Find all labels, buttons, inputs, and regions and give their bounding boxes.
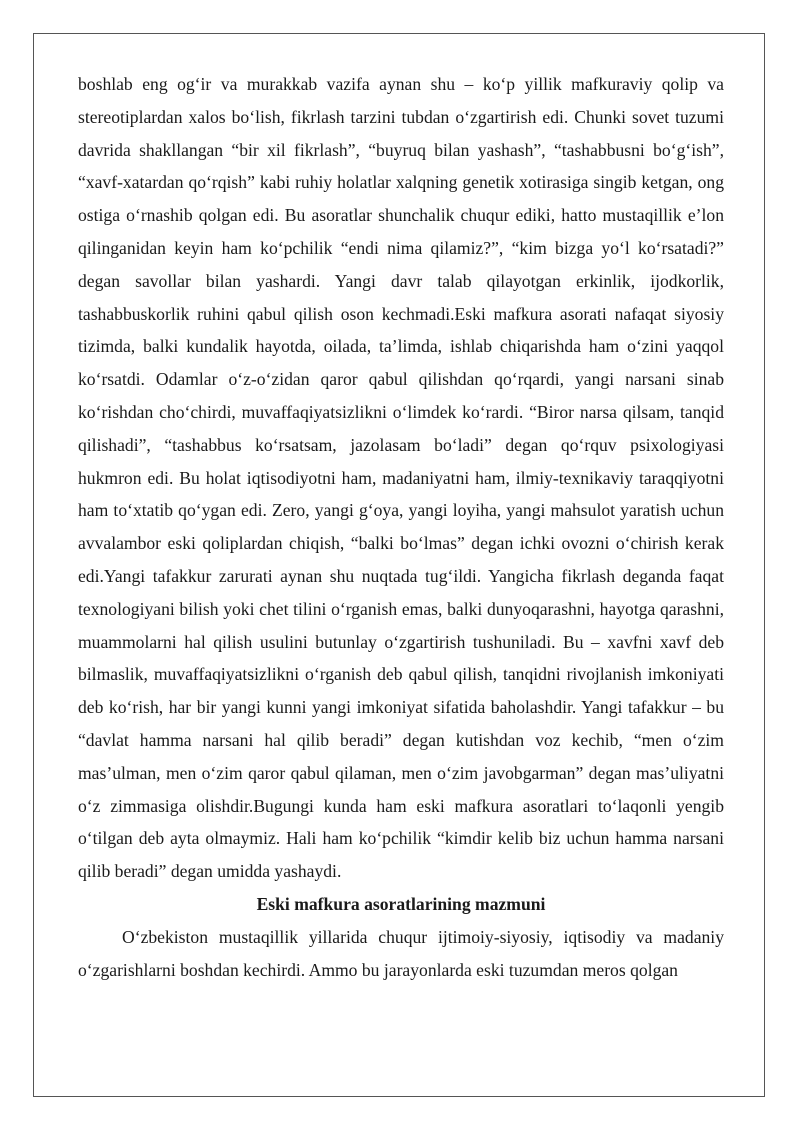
document-body — [78, 68, 724, 986]
section-heading: Eski mafkura asoratlarining mazmuni — [256, 893, 546, 914]
body-paragraph: boshlab eng og‘ir va murakkab vazifa aynan shu – ko‘p yillik mafkuraviy qolip va stereotiplardan xalos bo‘lish, fikrlash tarzini tubdan o‘zgartirish edi. Chunki sovet tuzumi davrida shakllangan “bir xil fikrlash”, “buyruq bilan yashash”, “tashabbusni bo‘g‘ish”, “xavf-xatardan qo‘rqish” kabi ruhiy holatlar xalqning genetik xotirasiga singib ketgan, ong ostiga o‘rnashib qolgan edi. Bu asoratlar shunchalik chuqur ediki, hatto mustaqillik e’lon qilinganidan keyin ham ko‘pchilik “endi nima qilamiz?”, “kim bizga yo‘l ko‘rsatadi?” degan savollar bilan yashardi. Yangi davr talab qilayotgan erkinlik, ijodkorlik, tashabbuskorlik ruhini qabul qilish oson kechmadi.Eski mafkura asorati nafaqat siyosiy tizimda, balki kundalik hayotda, oilada, ta’limda, ishlab chiqarishda ham o‘zini yaqqol ko‘rsatdi. Odamlar o‘z-o‘zidan qaror qabul qilishdan qo‘rqardi, yangi narsani sinab ko‘rishdan cho‘chirdi, muvaffaqiyatsizlikni o‘limdek ko‘rardi. “Biror narsa qilsam, tanqid qilishadi”, “tashabbus ko‘rsatsam, jazolasam bo‘ladi” degan qo‘rquv psixologiyasi hukmron edi. Bu holat iqtisodiyotni ham, madaniyatni ham, ilmiy-texnikaviy taraqqiyotni ham to‘xtatib qo‘ygan edi. Zero, yangi g‘oya, yangi loyiha, yangi mahsulot yaratish uchun avvalambor eski qoliplardan chiqish, “balki bo‘lmas” degan ichki ovozni o‘chirish kerak edi.Yangi tafakkur zarurati aynan shu nuqtada tug‘ildi. Yangicha fikrlash deganda faqat texnologiyani bilish yoki chet tilini o‘rganish emas, balki dunyoqarashni, hayotga qarashni, muammolarni hal qilish usulini butunlay o‘zgartirish tushuniladi. Bu – xavfni xavf deb bilmaslik, muvaffaqiyatsizlikni o‘rganish deb qabul qilish, tanqidni rivojlanish imkoniyati deb ko‘rish, har bir yangi kunni yangi imkoniyat sifatida baholashdir. Yangi tafakkur – bu “davlat hamma narsani hal qilib beradi” degan kutishdan voz kechib, “men o‘zim mas’ulman, men o‘zim qaror qabul qilaman, men o‘zim javobgarman” degan mas’uliyatni o‘z zimmasiga olishdir.Bugungi kunda ham eski mafkura asoratlari to‘laqonli yengib o‘tilgan deb ayta olmaymiz. Hali ham ko‘pchilik “kimdir kelib biz uchun hamma narsani qilib beradi” degan umidda yashaydi. — [78, 74, 724, 882]
section-paragraph: O‘zbekiston mustaqillik yillarida chuqur ijtimoiy-siyosiy, iqtisodiy va madaniy o‘zgarishlarni boshdan kechirdi. Ammo bu jarayonlarda eski tuzumdan meros qolgan — [78, 926, 724, 980]
